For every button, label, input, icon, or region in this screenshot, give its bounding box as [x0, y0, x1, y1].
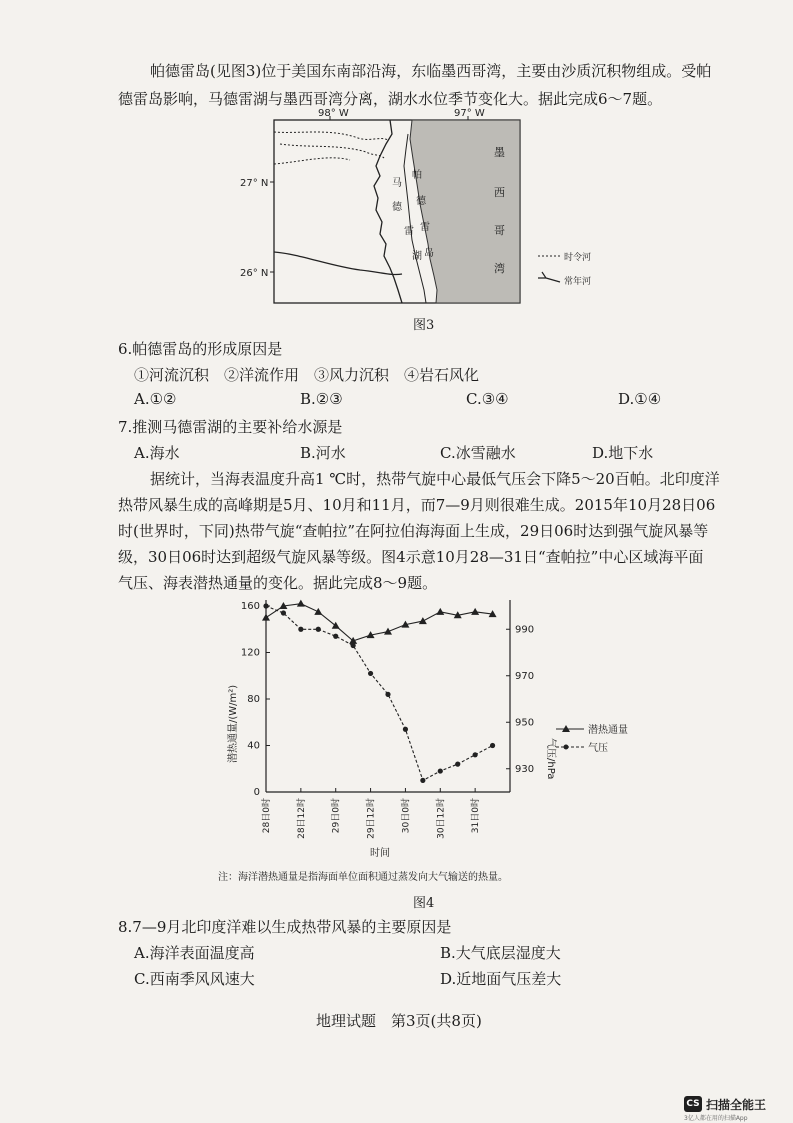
left-tick-label: 160 [240, 601, 260, 612]
passage2-line5: 气压、海表潜热通量的变化。据此完成8～9题。 [118, 574, 438, 592]
scanner-app-name: 扫描全能王 [706, 1098, 767, 1112]
passage2-line1: 据统计，当海表温度升高1 ℃时，热带气旋中心最低气压会下降5～20百帕。北印度洋 [150, 470, 720, 488]
x-tick-label: 30日0时 [401, 798, 412, 834]
scanner-badge [684, 1096, 793, 1123]
series-2-point [316, 627, 321, 632]
legend-perennial-symbol [538, 272, 560, 282]
left-tick-label: 40 [247, 740, 260, 752]
gulf-char-3: 哥 [494, 224, 505, 237]
left-tick-label: 80 [247, 694, 260, 705]
q8-option-d: D.近地面气压差大 [440, 970, 562, 988]
series-2-point [473, 752, 478, 757]
series-2-point [351, 643, 356, 648]
q8-option-c: C.西南季风风速大 [134, 970, 255, 988]
left-axis-label: 潜热通量/(W/m²) [228, 684, 239, 763]
figure4-caption: 图4 [413, 896, 435, 911]
chart-ticks [241, 601, 534, 839]
q8-option-a: A.海洋表面温度高 [134, 944, 255, 962]
lake-char-3: 雷 [404, 226, 414, 237]
q8-option-b: B.大气底层湿度大 [440, 944, 561, 962]
series-1-point [419, 617, 427, 624]
series-2-point [438, 768, 443, 773]
x-tick-label: 29日0时 [331, 798, 342, 834]
legend-perennial-label: 常年河 [564, 277, 592, 287]
lon-left-label: 98° W [318, 108, 349, 119]
island-char-4: 岛 [424, 248, 434, 259]
q7-option-a: A.海水 [134, 444, 180, 462]
lake-char-2: 德 [392, 202, 402, 213]
right-tick-label: 990 [515, 624, 535, 636]
left-tick-label: 120 [240, 647, 260, 659]
series-2-point [298, 627, 303, 632]
series-2-point [455, 762, 460, 767]
right-tick-label: 950 [515, 717, 535, 729]
x-tick-label: 28日0时 [262, 798, 272, 834]
series-2-point [385, 692, 390, 697]
series-1-point [262, 614, 270, 621]
island-char-2: 德 [416, 196, 426, 207]
q6-items: ①河流沉积 ②洋流作用 ③风力沉积 ④岩石风化 [134, 366, 480, 384]
map-figure [240, 104, 625, 314]
series-line-1 [266, 604, 493, 641]
figure3-caption: 图3 [413, 318, 435, 333]
passage2-line3: 时(世界时，下同)热带气旋“查帕拉”在阿拉伯海海面上生成，29日06时达到强气旋风暴等 [118, 522, 709, 540]
series-2-point [368, 671, 373, 676]
right-tick-label: 970 [515, 670, 535, 682]
gulf-char-2: 西 [494, 186, 505, 199]
q6-option-c: C.③④ [466, 390, 509, 408]
page-footer: 地理试题 第3页(共8页) [316, 1012, 482, 1030]
q8-stem: 8.7—9月北印度洋难以生成热带风暴的主要原因是 [118, 918, 452, 936]
chart-figure [224, 598, 644, 868]
passage1-line2: 德雷岛影响，马德雷湖与墨西哥湾分离，湖水水位季节变化大。据此完成6～7题。 [118, 90, 663, 108]
series-1-point [314, 608, 322, 615]
series-2-point [403, 727, 408, 732]
gulf-char-4: 湾 [494, 262, 505, 275]
x-tick-label: 28日12时 [296, 798, 307, 839]
legend-series-1: 潜热通量 [588, 725, 628, 736]
legend-series-2: 气压 [588, 743, 608, 754]
series-2-point [420, 778, 425, 783]
lake-char-1: 马 [392, 178, 402, 189]
series-1-point [384, 628, 392, 635]
legend-circle-marker [564, 745, 569, 750]
gulf-char-1: 墨 [494, 146, 505, 159]
series-2-point [333, 634, 338, 639]
series-1-point [436, 608, 444, 615]
map-legend [538, 251, 591, 287]
right-tick-label: 930 [515, 763, 535, 775]
q6-stem: 6.帕德雷岛的形成原因是 [118, 340, 283, 358]
x-axis-label: 时间 [370, 848, 390, 859]
chart-legend [556, 723, 628, 754]
series-1-point [332, 622, 340, 629]
right-axis-label: 气压/hPa [545, 738, 556, 780]
x-tick-label: 30日12时 [436, 798, 447, 839]
chart-note: 注：海洋潜热通量是指海面单位面积通过蒸发向大气输送的热量。 [218, 872, 508, 883]
q7-option-c: C.冰雪融水 [440, 444, 516, 462]
q7-option-b: B.河水 [300, 444, 346, 462]
q6-option-a: A.①② [134, 390, 177, 408]
lat-top-label: 27° N [240, 178, 269, 189]
lat-bottom-label: 26° N [240, 268, 269, 279]
island-char-3: 雷 [420, 222, 430, 233]
series-2-point [490, 743, 495, 748]
x-tick-label: 31日0时 [471, 798, 482, 834]
q6-option-b: B.②③ [300, 390, 343, 408]
series-2-point [263, 603, 268, 608]
series-1-point [297, 600, 305, 607]
passage2-line4: 级，30日06时达到超级气旋风暴等级。图4示意10月28—31日“查帕拉”中心区域海平面 [118, 548, 704, 566]
left-tick-label: 0 [253, 787, 260, 798]
passage2-line2: 热带风暴生成的高峰期是5月、10月和11月，而7—9月则很难生成。2015年10月28日06 [118, 496, 716, 514]
q7-option-d: D.地下水 [592, 444, 654, 462]
scanner-tagline: 3亿人都在用的扫描App [684, 1115, 748, 1122]
lon-right-label: 97° W [454, 108, 485, 119]
scanner-logo-icon: CS [684, 1096, 702, 1112]
lake-char-4: 湖 [412, 251, 422, 262]
q7-stem: 7.推测马德雷湖的主要补给水源是 [118, 418, 343, 436]
island-char-1: 帕 [412, 170, 422, 181]
series-1-point [471, 608, 479, 615]
series-2-point [281, 610, 286, 615]
passage1-line1: 帕德雷岛(见图3)位于美国东南部沿海，东临墨西哥湾，主要由沙质沉积物组成。受帕 [150, 62, 712, 80]
chart-series [262, 600, 497, 783]
q6-option-d: D.①④ [618, 390, 662, 408]
x-tick-label: 29日12时 [366, 798, 377, 839]
series-line-2 [266, 606, 493, 780]
legend-seasonal-label: 时令河 [564, 253, 592, 263]
